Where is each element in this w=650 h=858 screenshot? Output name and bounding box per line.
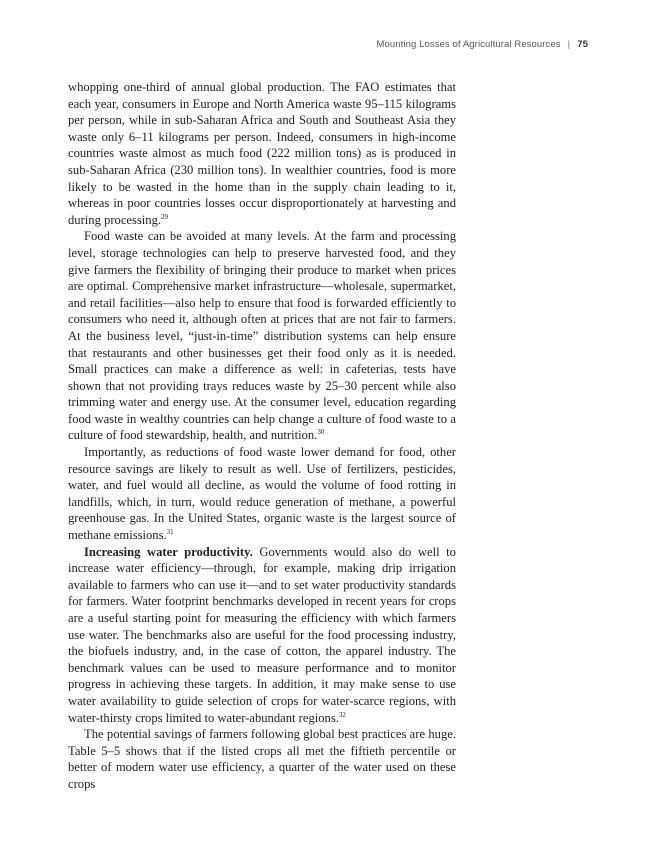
- paragraph: [68, 79, 456, 228]
- paragraph-text: Importantly, as reductions of food waste lower demand for food, other resource savings are likely to result as well. Use of fertilizers, pesticides, water, and fuel would all decline, as would the volume of food rotting in landfills, which, in turn, would reduce generation of methane, a powerful greenhouse gas. In the United States, organic waste is the largest source of methane emissions.: [68, 445, 456, 543]
- paragraph: [68, 544, 456, 727]
- body-text: [68, 79, 456, 793]
- endnote-reference[interactable]: 32: [338, 710, 346, 719]
- page-number: 75: [577, 39, 588, 50]
- paragraph-text: The potential savings of farmers following global best practices are huge. Table 5–5 shows that if the listed crops all met the fiftieth percentile or better of modern water use efficiency, a quarter of the water used on these crops: [68, 727, 456, 791]
- paragraph-text: Food waste can be avoided at many levels. At the farm and processing level, storage technologies can help to preserve harvested food, and they give farmers the flexibility of bringing their produce to market when prices are optimal. Comprehensive market infrastructure—wholesale, supermarket, and retail facilities—also help to ensure that food is forwarded efficiently to consumers who need it, although often at prices that are not fair to farmers. At the business level, “just-in-time” distribution systems can help ensure that restaurants and other businesses get their food only as it is needed. Small practices can make a difference as well: in cafeterias, tests have shown that not providing trays reduces waste by 25–30 percent while also trimming water and energy use. At the consumer level, education regarding food waste in wealthy countries can help change a culture of food waste to a culture of food stewardship, health, and nutrition.: [68, 229, 456, 443]
- section-run-in-heading: Increasing water productivity.: [84, 544, 253, 559]
- running-head-separator: |: [567, 39, 571, 50]
- endnote-reference[interactable]: 29: [161, 212, 169, 221]
- paragraph: [68, 444, 456, 544]
- paragraph: [68, 726, 456, 792]
- paragraph: [68, 228, 456, 444]
- running-head-title: Mounting Losses of Agricultural Resources: [376, 39, 561, 50]
- endnote-reference[interactable]: 30: [317, 428, 325, 437]
- paragraph-text: Governments would also do well to increase water efficiency—through, for example, making drip irrigation available to farmers who can use it—and to set water productivity standards for farmers. Water footprint benchmarks developed in recent years for crops are a useful starting point for measuring the efficiency with which farmers use water. The benchmarks also are useful for the food processing industry, the biofuels industry, and, in the case of cotton, the apparel industry. The benchmark values can be used to measure performance and to monitor progress in achieving these targets. In addition, it may make sense to use water availability to guide selection of crops for water-scarce regions, with water-thirsty crops limited to water-abundant regions.: [68, 544, 456, 725]
- endnote-reference[interactable]: 31: [166, 528, 174, 537]
- paragraph-text: whopping one-third of annual global production. The FAO estimates that each year, consumers in Europe and North America waste 95–115 kilograms per person, while in sub-Saharan Africa and South and Southeast Asia they waste only 6–11 kilograms per person. Indeed, consumers in high-income countries waste almost as much food (222 million tons) as is produced in sub-Saharan Africa (230 million tons). In wealthier countries, food is more likely to be wasted in the home than in the supply chain leading to it, whereas in poor countries losses occur disproportionately at harvesting and during processing.: [68, 80, 456, 227]
- running-head: [376, 39, 588, 50]
